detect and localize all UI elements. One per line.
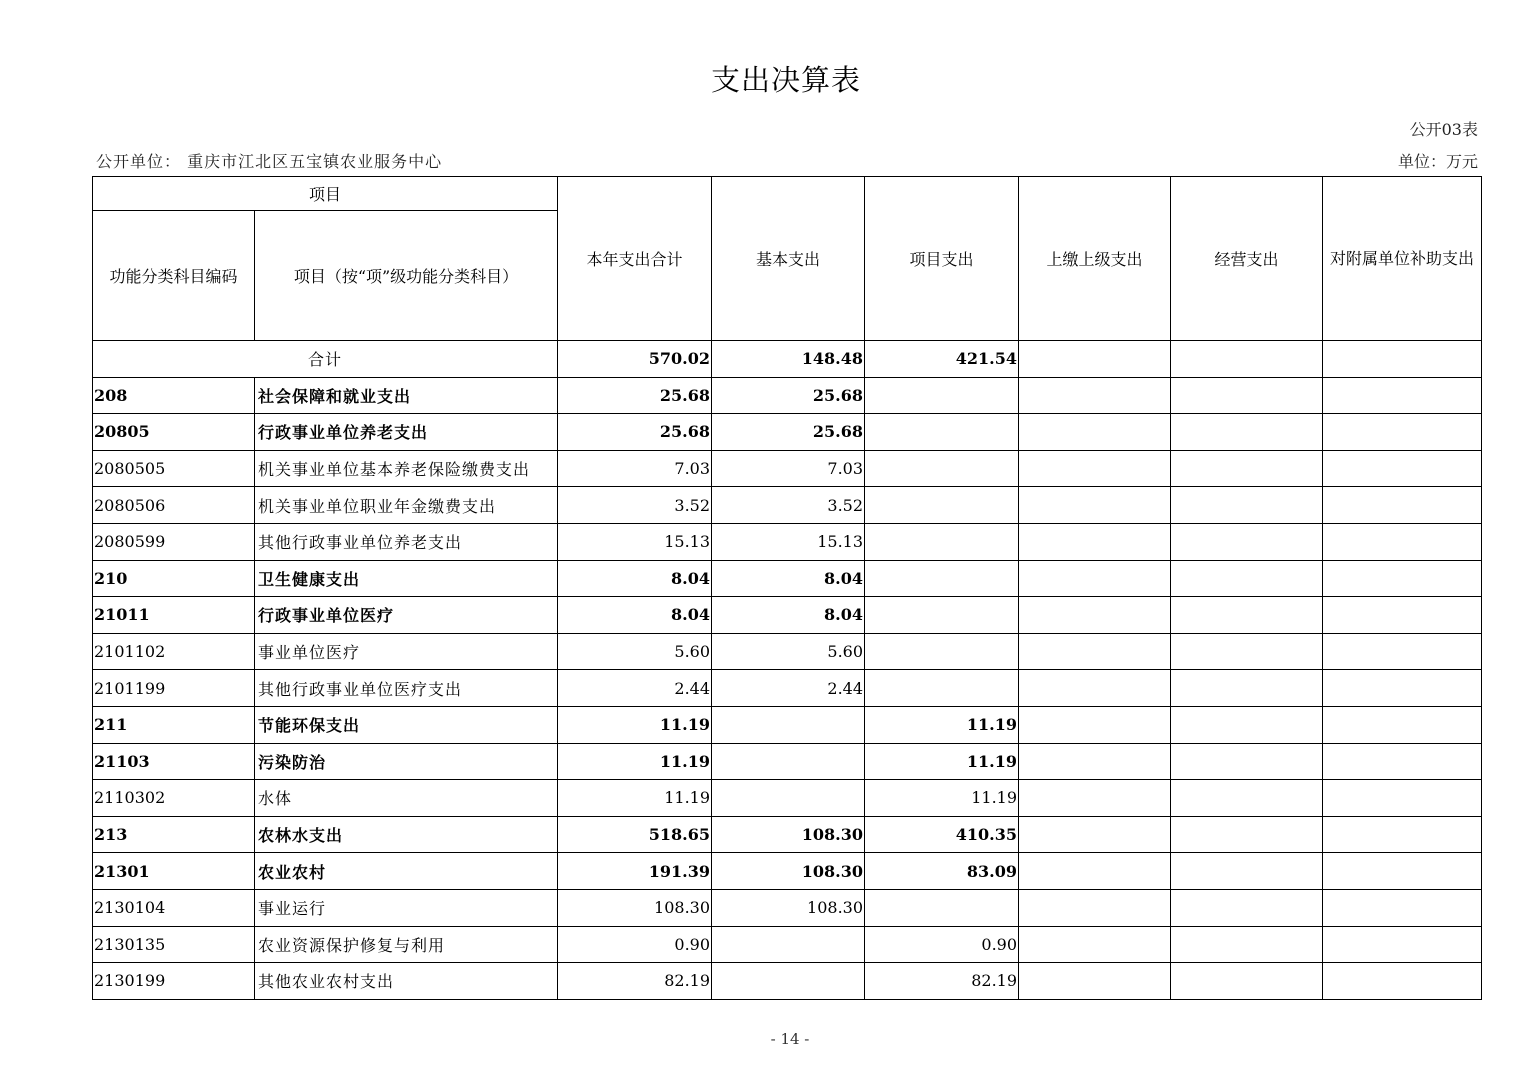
row-total: 7.03 (558, 450, 712, 487)
total-subsidy (1323, 341, 1482, 378)
row-project: 82.19 (865, 963, 1019, 1000)
header-project: 项目支出 (865, 177, 1019, 341)
row-upper (1019, 670, 1171, 707)
row-basic (712, 963, 865, 1000)
table-row (93, 743, 1482, 780)
row-total: 15.13 (558, 523, 712, 560)
row-name: 事业单位医疗 (255, 633, 558, 670)
total-amount: 570.02 (558, 341, 712, 378)
row-upper (1019, 816, 1171, 853)
table-row (93, 926, 1482, 963)
row-name: 机关事业单位职业年金缴费支出 (255, 487, 558, 524)
row-business (1171, 450, 1323, 487)
row-name: 农林水支出 (255, 816, 558, 853)
header-upper: 上缴上级支出 (1019, 177, 1171, 341)
row-upper (1019, 963, 1171, 1000)
row-upper (1019, 597, 1171, 634)
row-total: 11.19 (558, 706, 712, 743)
row-business (1171, 560, 1323, 597)
row-code: 21301 (93, 853, 255, 890)
row-total: 11.19 (558, 780, 712, 817)
row-code: 2101199 (93, 670, 255, 707)
row-name: 卫生健康支出 (255, 560, 558, 597)
row-business (1171, 743, 1323, 780)
row-business (1171, 377, 1323, 414)
table-row (93, 853, 1482, 890)
row-basic (712, 706, 865, 743)
row-total: 5.60 (558, 633, 712, 670)
table-row (93, 487, 1482, 524)
row-project: 410.35 (865, 816, 1019, 853)
row-project: 11.19 (865, 743, 1019, 780)
row-name: 其他行政事业单位养老支出 (255, 523, 558, 560)
row-upper (1019, 414, 1171, 451)
total-row (93, 341, 1482, 378)
row-project (865, 414, 1019, 451)
row-project (865, 560, 1019, 597)
row-upper (1019, 560, 1171, 597)
row-project (865, 523, 1019, 560)
row-total: 25.68 (558, 414, 712, 451)
row-basic: 25.68 (712, 377, 865, 414)
row-basic: 108.30 (712, 889, 865, 926)
row-code: 21103 (93, 743, 255, 780)
table-row (93, 963, 1482, 1000)
row-total: 11.19 (558, 743, 712, 780)
row-subsidy (1323, 487, 1482, 524)
expenditure-table (92, 176, 1482, 1000)
row-subsidy (1323, 670, 1482, 707)
row-project (865, 670, 1019, 707)
row-code: 2130104 (93, 889, 255, 926)
row-business (1171, 780, 1323, 817)
total-business (1171, 341, 1323, 378)
row-business (1171, 926, 1323, 963)
row-upper (1019, 487, 1171, 524)
row-subsidy (1323, 560, 1482, 597)
row-basic: 108.30 (712, 816, 865, 853)
row-basic: 5.60 (712, 633, 865, 670)
row-upper (1019, 889, 1171, 926)
row-code: 208 (93, 377, 255, 414)
row-total: 518.65 (558, 816, 712, 853)
reporting-unit: 公开单位： 重庆市江北区五宝镇农业服务中心 (96, 152, 443, 171)
header-code: 功能分类科目编码 (93, 211, 255, 341)
row-basic: 8.04 (712, 560, 865, 597)
row-project: 11.19 (865, 780, 1019, 817)
row-total: 191.39 (558, 853, 712, 890)
table-row (93, 597, 1482, 634)
header-total: 本年支出合计 (558, 177, 712, 341)
row-upper (1019, 853, 1171, 890)
row-project: 83.09 (865, 853, 1019, 890)
row-upper (1019, 780, 1171, 817)
row-business (1171, 523, 1323, 560)
table-row (93, 450, 1482, 487)
row-upper (1019, 633, 1171, 670)
header-basic: 基本支出 (712, 177, 865, 341)
page-number: - 14 - (770, 1030, 810, 1048)
row-business (1171, 706, 1323, 743)
total-project: 421.54 (865, 341, 1019, 378)
row-code: 2110302 (93, 780, 255, 817)
row-business (1171, 889, 1323, 926)
row-subsidy (1323, 597, 1482, 634)
row-total: 3.52 (558, 487, 712, 524)
header-business: 经营支出 (1171, 177, 1323, 341)
table-row (93, 816, 1482, 853)
row-subsidy (1323, 523, 1482, 560)
table-row (93, 889, 1482, 926)
row-subsidy (1323, 377, 1482, 414)
row-upper (1019, 926, 1171, 963)
table-row (93, 633, 1482, 670)
row-project: 0.90 (865, 926, 1019, 963)
row-subsidy (1323, 633, 1482, 670)
row-total: 8.04 (558, 560, 712, 597)
row-code: 211 (93, 706, 255, 743)
row-total: 82.19 (558, 963, 712, 1000)
row-name: 机关事业单位基本养老保险缴费支出 (255, 450, 558, 487)
row-business (1171, 816, 1323, 853)
total-upper (1019, 341, 1171, 378)
form-number: 公开03表 (1409, 120, 1478, 139)
table-row (93, 414, 1482, 451)
total-basic: 148.48 (712, 341, 865, 378)
row-basic (712, 743, 865, 780)
row-basic: 2.44 (712, 670, 865, 707)
row-name: 事业运行 (255, 889, 558, 926)
table-body (93, 341, 1482, 1000)
row-name: 污染防治 (255, 743, 558, 780)
row-project (865, 633, 1019, 670)
row-subsidy (1323, 889, 1482, 926)
row-business (1171, 414, 1323, 451)
row-basic (712, 926, 865, 963)
row-subsidy (1323, 963, 1482, 1000)
header-subsidy: 对附属单位补助支出 (1323, 177, 1482, 341)
row-total: 108.30 (558, 889, 712, 926)
row-business (1171, 487, 1323, 524)
table-row (93, 523, 1482, 560)
row-name: 农业农村 (255, 853, 558, 890)
row-business (1171, 853, 1323, 890)
row-name: 水体 (255, 780, 558, 817)
row-total: 2.44 (558, 670, 712, 707)
row-basic: 3.52 (712, 487, 865, 524)
row-project (865, 597, 1019, 634)
table-row (93, 560, 1482, 597)
row-basic: 108.30 (712, 853, 865, 890)
row-business (1171, 633, 1323, 670)
row-project: 11.19 (865, 706, 1019, 743)
row-name: 行政事业单位养老支出 (255, 414, 558, 451)
row-name: 其他农业农村支出 (255, 963, 558, 1000)
row-basic: 15.13 (712, 523, 865, 560)
row-project (865, 377, 1019, 414)
row-code: 213 (93, 816, 255, 853)
row-name: 行政事业单位医疗 (255, 597, 558, 634)
row-business (1171, 963, 1323, 1000)
row-code: 2130135 (93, 926, 255, 963)
row-business (1171, 597, 1323, 634)
row-project (865, 889, 1019, 926)
row-subsidy (1323, 853, 1482, 890)
table-row (93, 706, 1482, 743)
header-name: 项目（按“项”级功能分类科目） (255, 211, 558, 341)
row-basic: 7.03 (712, 450, 865, 487)
row-code: 20805 (93, 414, 255, 451)
row-total: 0.90 (558, 926, 712, 963)
row-subsidy (1323, 414, 1482, 451)
row-upper (1019, 743, 1171, 780)
row-upper (1019, 450, 1171, 487)
row-name: 农业资源保护修复与利用 (255, 926, 558, 963)
row-code: 2080505 (93, 450, 255, 487)
row-code: 2080599 (93, 523, 255, 560)
total-label: 合计 (93, 341, 558, 378)
table-row (93, 780, 1482, 817)
page-title: 支出决算表 (710, 63, 861, 97)
row-code: 2130199 (93, 963, 255, 1000)
header-project-group: 项目 (93, 177, 558, 211)
row-business (1171, 670, 1323, 707)
table-row (93, 377, 1482, 414)
table-row (93, 670, 1482, 707)
row-total: 8.04 (558, 597, 712, 634)
row-name: 其他行政事业单位医疗支出 (255, 670, 558, 707)
row-basic (712, 780, 865, 817)
row-basic: 25.68 (712, 414, 865, 451)
row-code: 2101102 (93, 633, 255, 670)
row-code: 21011 (93, 597, 255, 634)
row-subsidy (1323, 816, 1482, 853)
currency-unit: 单位：万元 (1397, 152, 1478, 171)
row-upper (1019, 706, 1171, 743)
row-total: 25.68 (558, 377, 712, 414)
row-project (865, 487, 1019, 524)
row-code: 2080506 (93, 487, 255, 524)
row-code: 210 (93, 560, 255, 597)
row-subsidy (1323, 743, 1482, 780)
row-subsidy (1323, 450, 1482, 487)
row-subsidy (1323, 780, 1482, 817)
row-name: 社会保障和就业支出 (255, 377, 558, 414)
row-upper (1019, 523, 1171, 560)
row-project (865, 450, 1019, 487)
row-subsidy (1323, 926, 1482, 963)
row-name: 节能环保支出 (255, 706, 558, 743)
row-upper (1019, 377, 1171, 414)
row-subsidy (1323, 706, 1482, 743)
row-basic: 8.04 (712, 597, 865, 634)
